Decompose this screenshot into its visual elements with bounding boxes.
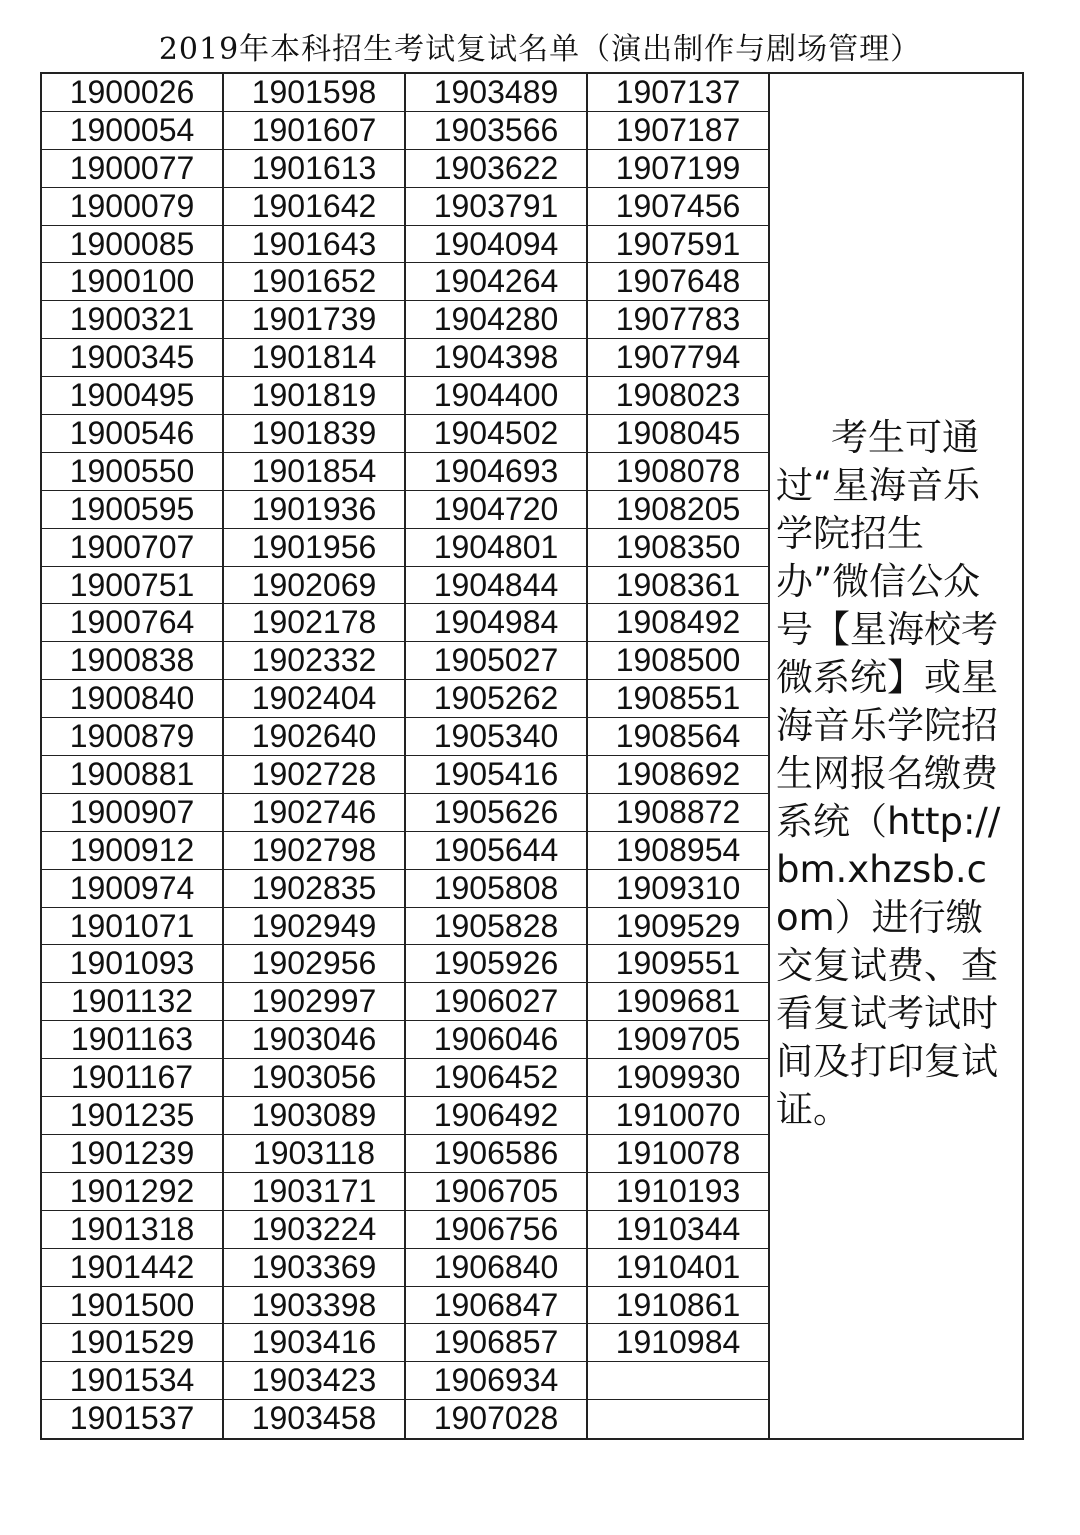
- candidate-id-cell: 1901534: [42, 1362, 222, 1400]
- candidate-id-cell: 1903416: [224, 1324, 404, 1362]
- candidate-id-cell: 1900077: [42, 150, 222, 188]
- candidate-id-cell: 1908078: [588, 453, 768, 491]
- candidate-id-cell: 1906027: [406, 983, 586, 1021]
- candidate-id-cell: 1900764: [42, 604, 222, 642]
- candidate-id-cell: 1900079: [42, 188, 222, 226]
- candidate-id-cell: 1906934: [406, 1362, 586, 1400]
- notice-column: [770, 74, 1022, 1438]
- candidate-id-cell: 1906452: [406, 1059, 586, 1097]
- candidate-id-cell: 1901442: [42, 1249, 222, 1287]
- candidate-id-cell: 1910401: [588, 1249, 768, 1287]
- candidate-id-cell: 1903089: [224, 1097, 404, 1135]
- candidate-id-cell: 1900595: [42, 491, 222, 529]
- candidate-id-cell: 1908564: [588, 718, 768, 756]
- candidate-id-cell: 1902835: [224, 870, 404, 908]
- candidate-id-cell: 1902798: [224, 832, 404, 870]
- notice-text: 考生可通过“星海音乐学院招生办”微信公众号【星海校考微系统】或星海音乐学院招生网报名缴费系统（http://bm.xhzsb.com）进行缴交复试费、查看复试考试时间及打印复试证。: [776, 416, 1001, 1131]
- candidate-id-cell: 1905416: [406, 756, 586, 794]
- candidate-id-cell: 1904280: [406, 301, 586, 339]
- candidate-id-cell: 1902956: [224, 945, 404, 983]
- candidate-id-cell: 1901071: [42, 908, 222, 946]
- candidate-id-cell: 1906847: [406, 1287, 586, 1325]
- candidate-id-cell: 1903489: [406, 74, 586, 112]
- candidate-id-cell: 1901235: [42, 1097, 222, 1135]
- candidate-id-cell: 1900054: [42, 112, 222, 150]
- candidate-id-cell: 1903171: [224, 1173, 404, 1211]
- candidate-id-cell: 1901613: [224, 150, 404, 188]
- candidate-id-cell: 1904264: [406, 263, 586, 301]
- candidate-id-cell: 1900881: [42, 756, 222, 794]
- candidate-id-cell: 1905926: [406, 945, 586, 983]
- candidate-id-cell: 1907028: [433, 1400, 559, 1437]
- candidate-id-cell: 1901739: [224, 301, 404, 339]
- candidate-id-cell: 1903224: [224, 1211, 404, 1249]
- candidate-id-cell: 1908954: [588, 832, 768, 870]
- candidate-id-cell: 1901936: [224, 491, 404, 529]
- candidate-id-cell: 1900085: [42, 226, 222, 264]
- candidate-id-cell: 1904984: [406, 604, 586, 642]
- candidate-id-cell: 1907591: [588, 226, 768, 264]
- candidate-id-cell: 1903046: [224, 1021, 404, 1059]
- candidate-id-cell: 1904693: [406, 453, 586, 491]
- candidate-id-cell: 1907648: [588, 263, 768, 301]
- candidate-id-cell: 1902746: [224, 794, 404, 832]
- candidate-id-cell: 1909930: [588, 1059, 768, 1097]
- candidate-id-cell: 1902640: [224, 718, 404, 756]
- candidate-id-cell: 1907137: [588, 74, 768, 112]
- candidate-id-cell: 1904844: [406, 567, 586, 605]
- candidate-id-cell: 1900751: [42, 567, 222, 605]
- candidate-id-cell: 1908872: [588, 794, 768, 832]
- candidate-id-cell: 1906857: [406, 1324, 586, 1362]
- candidate-id-cell: 1907783: [588, 301, 768, 339]
- candidate-id-cell: 1907456: [588, 188, 768, 226]
- candidate-id-cell: 1910984: [588, 1324, 768, 1362]
- candidate-id-cell: 1901167: [42, 1059, 222, 1097]
- candidate-id-cell: 1906705: [406, 1173, 586, 1211]
- candidate-id-cell: 1902332: [224, 642, 404, 680]
- candidate-id-cell: 1903369: [224, 1249, 404, 1287]
- id-column-1: [42, 74, 224, 1438]
- candidate-id-cell: 1908361: [588, 567, 768, 605]
- candidate-id-cell: 1900907: [42, 794, 222, 832]
- candidate-id-cell: 1910344: [588, 1211, 768, 1249]
- candidate-id-cell: 1900321: [42, 301, 222, 339]
- candidate-id-cell: 1910070: [588, 1097, 768, 1135]
- candidate-id-cell: 1905644: [406, 832, 586, 870]
- candidate-id-cell: 1901642: [224, 188, 404, 226]
- candidate-id-cell: 1900974: [42, 870, 222, 908]
- candidate-id-cell: 1900840: [42, 680, 222, 718]
- candidate-id-cell: 1902728: [224, 756, 404, 794]
- candidate-id-cell: 1906492: [406, 1097, 586, 1135]
- candidate-id-cell: 1901956: [224, 529, 404, 567]
- candidate-id-cell: 1905340: [406, 718, 586, 756]
- candidate-id-cell: 1901500: [42, 1287, 222, 1325]
- candidate-id-cell: 1903622: [406, 150, 586, 188]
- candidate-id-cell: 1908350: [588, 529, 768, 567]
- candidate-id-cell: 1909529: [588, 908, 768, 946]
- page-title: 2019年本科招生考试复试名单（演出制作与剧场管理）: [158, 32, 922, 67]
- candidate-id-cell: 1906756: [406, 1211, 586, 1249]
- candidate-id-cell: 1901132: [42, 983, 222, 1021]
- candidate-id-cell: 1901163: [42, 1021, 222, 1059]
- candidate-id-cell: 1910861: [588, 1287, 768, 1325]
- candidate-id-cell: 1908045: [588, 415, 768, 453]
- candidate-id-cell: 1901239: [42, 1135, 222, 1173]
- candidate-id-cell: 1902404: [224, 680, 404, 718]
- candidate-id-cell: [588, 1400, 768, 1438]
- candidate-id-cell: 1908692: [588, 756, 768, 794]
- candidate-id-cell: 1901529: [42, 1324, 222, 1362]
- candidate-id-cell: 1903423: [224, 1362, 404, 1400]
- candidate-id-cell: 1906046: [406, 1021, 586, 1059]
- candidate-id-cell: 1907199: [588, 150, 768, 188]
- candidate-id-cell: 1904400: [406, 377, 586, 415]
- candidate-id-cell: 1908205: [588, 491, 768, 529]
- candidate-id-cell: 1900912: [42, 832, 222, 870]
- candidate-id-cell: 1902949: [224, 908, 404, 946]
- candidate-id-cell: 1907187: [588, 112, 768, 150]
- candidate-id-cell: 1909551: [588, 945, 768, 983]
- candidate-id-cell: 1907794: [588, 339, 768, 377]
- id-column-3: [406, 74, 588, 1438]
- candidate-id-cell: 1903118: [224, 1135, 404, 1173]
- candidate-id-cell: [588, 1362, 768, 1400]
- candidate-id-cell: 1904801: [406, 529, 586, 567]
- candidate-id-cell: 1904094: [406, 226, 586, 264]
- candidate-id-cell: 1900879: [42, 718, 222, 756]
- candidate-id-cell: 1903056: [224, 1059, 404, 1097]
- candidate-id-cell: 1900838: [42, 642, 222, 680]
- candidate-id-cell: 1908500: [588, 642, 768, 680]
- candidate-id-cell: 1901292: [42, 1173, 222, 1211]
- candidate-id-cell: 1900026: [42, 74, 222, 112]
- candidate-id-cell: 1902178: [224, 604, 404, 642]
- candidate-id-cell: 1904720: [406, 491, 586, 529]
- id-column-2: [224, 74, 406, 1438]
- candidate-id-cell: 1908023: [588, 377, 768, 415]
- candidate-id-cell: 1901652: [224, 263, 404, 301]
- candidate-id-cell: 1901854: [224, 453, 404, 491]
- candidate-id-cell: 1900550: [42, 453, 222, 491]
- candidate-id-cell: 1904398: [406, 339, 586, 377]
- candidate-id-cell: 1905626: [406, 794, 586, 832]
- candidate-id-cell: 1910193: [588, 1173, 768, 1211]
- candidate-id-cell: 1900707: [42, 529, 222, 567]
- candidate-id-cell: 1901598: [224, 74, 404, 112]
- candidate-id-cell: 1909705: [588, 1021, 768, 1059]
- candidate-id-cell: 1904502: [406, 415, 586, 453]
- candidate-id-cell: 1900345: [42, 339, 222, 377]
- candidate-id-cell: 1906586: [406, 1135, 586, 1173]
- candidate-id-cell: 1909681: [588, 983, 768, 1021]
- candidate-id-cell: 1901643: [224, 226, 404, 264]
- candidate-id-cell: 1905828: [406, 908, 586, 946]
- candidate-id-cell: 1901093: [42, 945, 222, 983]
- candidate-id-cell: 1903791: [406, 188, 586, 226]
- candidate-table: [40, 72, 1024, 1440]
- candidate-id-cell: 1901814: [224, 339, 404, 377]
- candidate-id-cell: 1901819: [224, 377, 404, 415]
- candidate-id-cell: 1906840: [406, 1249, 586, 1287]
- candidate-id-cell: 1901318: [42, 1211, 222, 1249]
- candidate-id-cell: 1909310: [588, 870, 768, 908]
- candidate-id-cell: 1902997: [224, 983, 404, 1021]
- candidate-id-cell: 1908551: [588, 680, 768, 718]
- id-column-4: [588, 74, 770, 1438]
- candidate-id-cell: 1900546: [42, 415, 222, 453]
- candidate-id-cell: 1901537: [69, 1400, 195, 1437]
- candidate-id-cell: 1905262: [406, 680, 586, 718]
- candidate-id-cell: 1900100: [42, 263, 222, 301]
- candidate-id-cell: 1901607: [224, 112, 404, 150]
- candidate-id-cell: 1900495: [42, 377, 222, 415]
- candidate-id-cell: 1905808: [406, 870, 586, 908]
- candidate-id-cell: 1905027: [406, 642, 586, 680]
- candidate-id-cell: 1901839: [224, 415, 404, 453]
- candidate-id-cell: 1910078: [588, 1135, 768, 1173]
- candidate-id-cell: 1902069: [224, 567, 404, 605]
- candidate-id-cell: 1903566: [406, 112, 586, 150]
- candidate-id-cell: 1903458: [251, 1400, 377, 1437]
- candidate-id-cell: 1908492: [588, 604, 768, 642]
- candidate-id-cell: 1903398: [224, 1287, 404, 1325]
